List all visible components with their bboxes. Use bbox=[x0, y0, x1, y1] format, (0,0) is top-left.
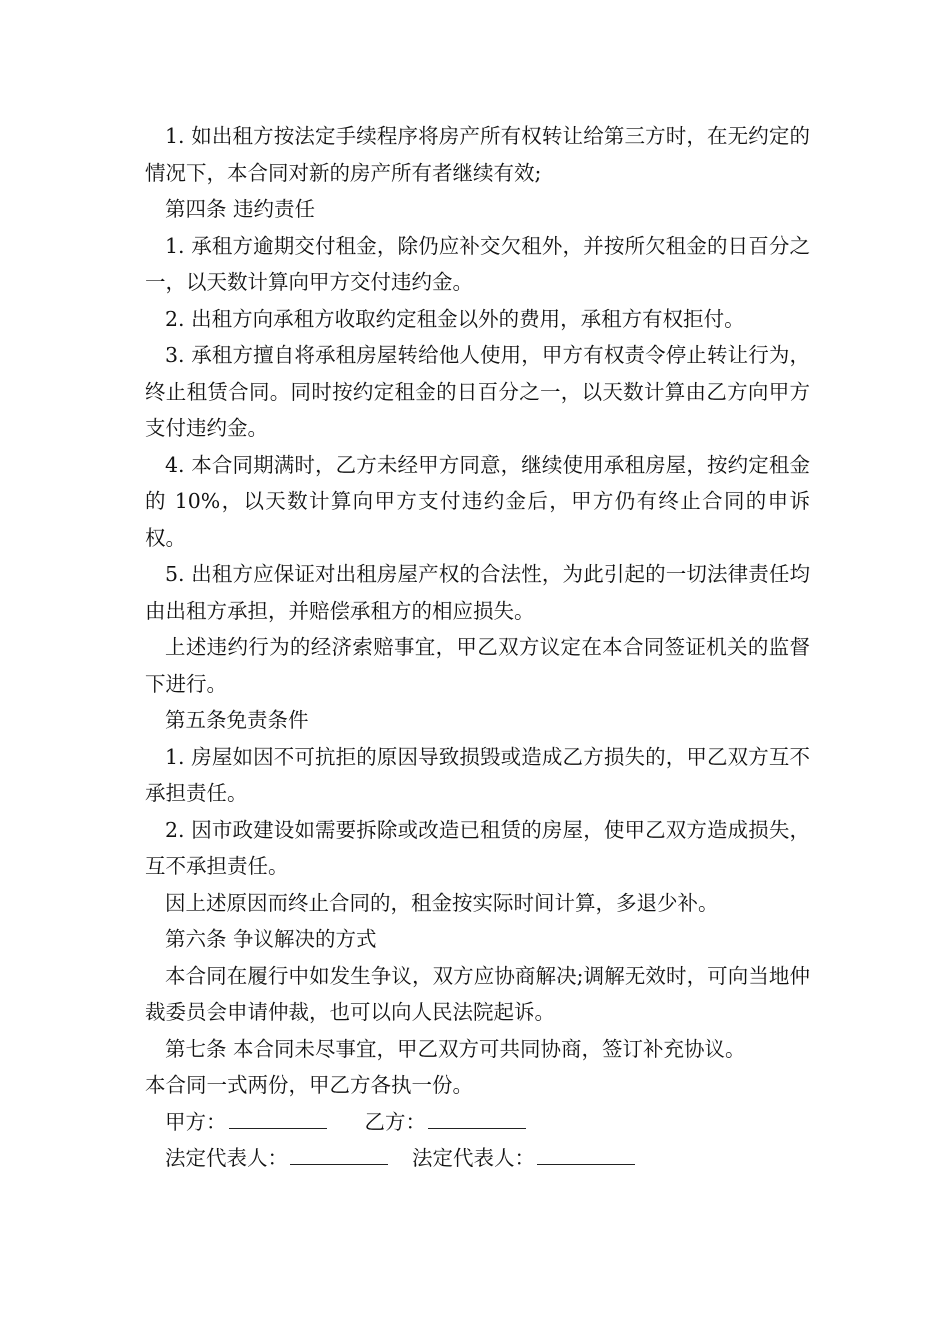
article-6-heading: 第六条 争议解决的方式 bbox=[165, 927, 377, 951]
rep-a-blank bbox=[290, 1144, 388, 1165]
article-5-item-2: 2. 因市政建设如需要拆除或改造已租赁的房屋，使甲乙双方造成损失，互不承担责任。 bbox=[145, 817, 810, 878]
representative-signature-row bbox=[145, 1140, 810, 1177]
article-5-note: 因上述原因而终止合同的，租金按实际时间计算，多退少补。 bbox=[165, 890, 719, 915]
party-b-label: 乙方： bbox=[364, 1109, 426, 1134]
copies-note: 本合同一式两份，甲乙方各执一份。 bbox=[145, 1073, 473, 1097]
article-6-body: 本合同在履行中如发生争议，双方应协商解决;调解无效时，可向当地仲裁委员会申请仲裁，也可以向人民法院起诉。 bbox=[145, 963, 810, 1024]
clause-3-item-1: 1. 如出租方按法定手续程序将房产所有权转让给第三方时，在无约定的情况下，本合同对新的房产所有者继续有效; bbox=[145, 124, 810, 185]
article-4-item-3: 3. 承租方擅自将承租房屋转给他人使用，甲方有权责令停止转让行为，终止租赁合同。同时按约定租金的日百分之一，以天数计算由乙方向甲方支付违约金。 bbox=[145, 343, 810, 440]
article-4-note: 上述违约行为的经济索赔事宜，甲乙双方议定在本合同签证机关的监督下进行。 bbox=[145, 635, 810, 696]
article-4-item-1: 1. 承租方逾期交付租金，除仍应补交欠租外，并按所欠租金的日百分之一，以天数计算向甲方交付违约金。 bbox=[145, 233, 810, 294]
article-7: 第七条 本合同未尽事宜，甲乙双方可共同协商，签订补充协议。 bbox=[165, 1036, 746, 1061]
article-4-item-2: 2. 出租方向承租方收取约定租金以外的费用，承租方有权拒付。 bbox=[165, 306, 745, 331]
article-4-item-5: 5. 出租方应保证对出租房屋产权的合法性，为此引起的一切法律责任均由出租方承担，并赔偿承租方的相应损失。 bbox=[145, 562, 810, 623]
rep-a-label: 法定代表人： bbox=[165, 1146, 288, 1170]
party-a-label: 甲方： bbox=[165, 1109, 227, 1134]
article-4-item-4: 4. 本合同期满时，乙方未经甲方同意，继续使用承租房屋，按约定租金的 10%，以天数计算向甲方支付违约金后，甲方仍有终止合同的申诉权。 bbox=[145, 452, 810, 550]
article-5-heading: 第五条免责条件 bbox=[165, 708, 309, 732]
article-4-heading: 第四条 违约责任 bbox=[165, 197, 316, 221]
party-a-blank bbox=[229, 1108, 327, 1129]
article-5-item-1: 1. 房屋如因不可抗拒的原因导致损毁或造成乙方损失的，甲乙双方互不承担责任。 bbox=[145, 744, 810, 805]
rep-b-blank bbox=[537, 1144, 635, 1165]
document-page bbox=[145, 118, 810, 1177]
party-b-blank bbox=[428, 1108, 526, 1129]
rep-b-label: 法定代表人： bbox=[412, 1146, 535, 1170]
party-signature-row bbox=[145, 1104, 810, 1141]
